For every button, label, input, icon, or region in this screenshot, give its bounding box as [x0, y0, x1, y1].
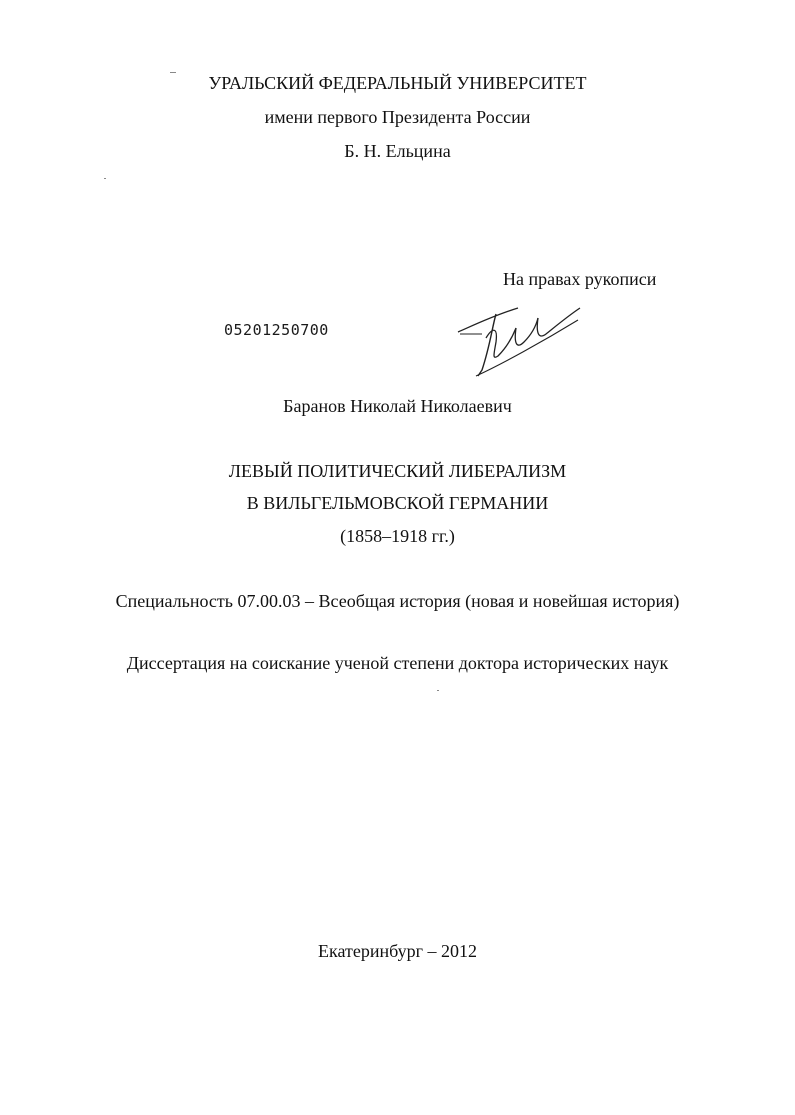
- place-and-year: Екатеринбург – 2012: [318, 941, 477, 961]
- thesis-title-years: (1858–1918 гг.): [340, 526, 455, 546]
- inventory-number: 05201250700: [224, 321, 329, 339]
- university-person: Б. Н. Ельцина: [344, 141, 451, 161]
- thesis-title-line-1: ЛЕВЫЙ ПОЛИТИЧЕСКИЙ ЛИБЕРАЛИЗМ: [228, 461, 567, 481]
- signature-icon: [452, 298, 592, 380]
- scan-speck: [437, 690, 439, 691]
- degree-line: Диссертация на соискание ученой степени доктора исторических наук: [126, 653, 669, 673]
- author-name: Баранов Николай Николаевич: [283, 396, 512, 416]
- thesis-title-line-2: В ВИЛЬГЕЛЬМОВСКОЙ ГЕРМАНИИ: [246, 493, 549, 513]
- specialty-line: Специальность 07.00.03 – Всеобщая история (новая и новейшая история): [115, 591, 680, 611]
- scan-speck: [104, 178, 106, 179]
- university-named-after: имени первого Президента России: [264, 107, 531, 127]
- manuscript-rights: На правах рукописи: [503, 269, 657, 289]
- university-name: УРАЛЬСКИЙ ФЕДЕРАЛЬНЫЙ УНИВЕРСИТЕТ: [208, 73, 587, 93]
- scan-speck: [170, 72, 176, 73]
